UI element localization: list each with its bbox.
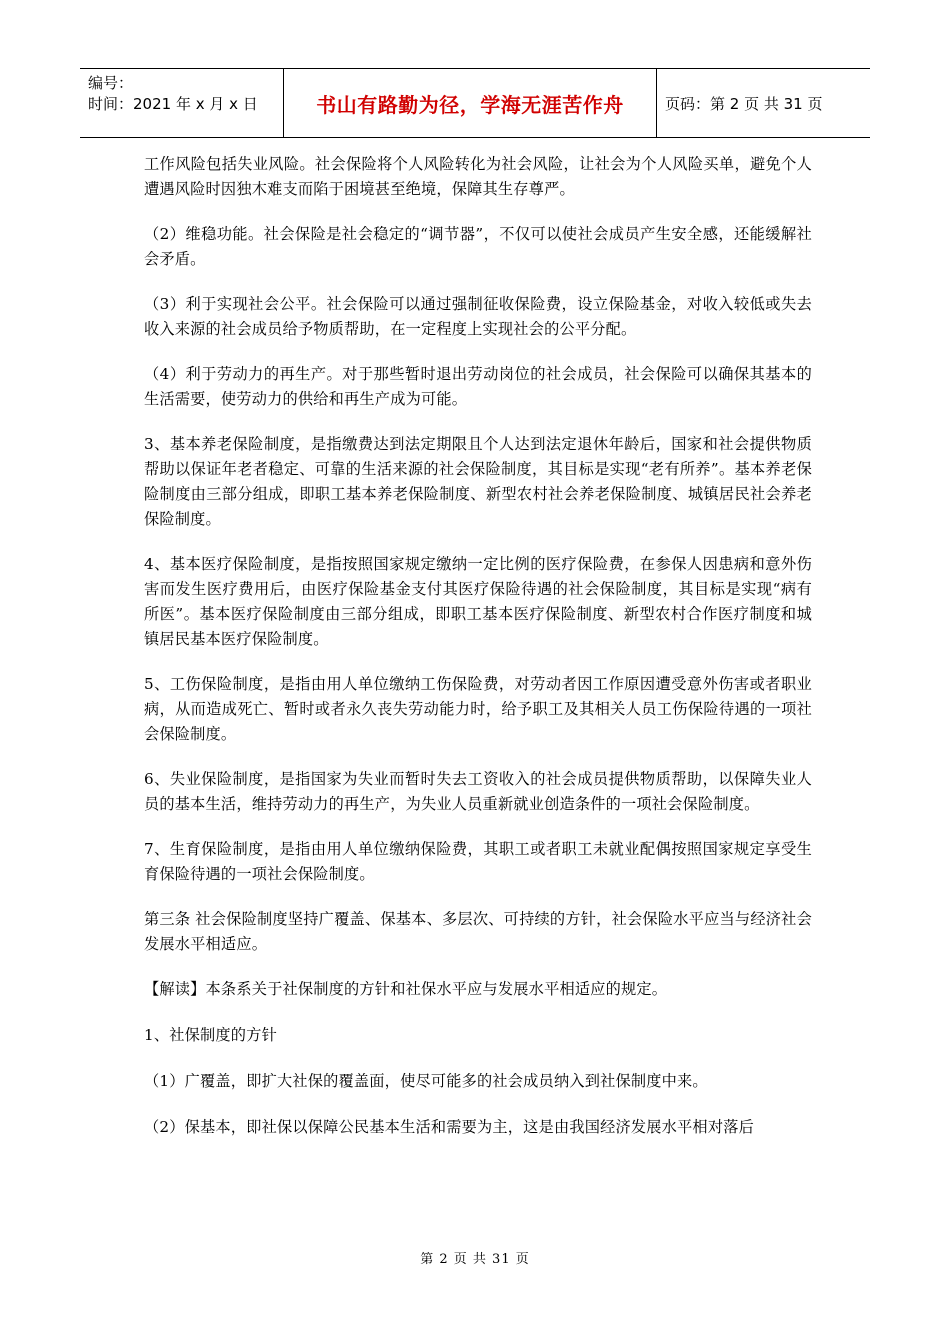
paragraph-9: 7、生育保险制度，是指由用人单位缴纳保险费，其职工或者职工未就业配偶按照国家规定享受生育保险待遇的一项社会保险制度。 [144, 840, 812, 883]
header-motto: 书山有路勤为径，学海无涯苦作舟 [283, 69, 657, 137]
paragraph-4: （4）利于劳动力的再生产。对于那些暂时退出劳动岗位的社会成员，社会保险可以确保其基本的生活需要，使劳动力的供给和再生产成为可能。 [144, 365, 812, 408]
page-footer: 第 2 页 共 31 页 [420, 1252, 530, 1267]
page-header [80, 68, 870, 138]
paragraph-13: （1）广覆盖，即扩大社保的覆盖面，使尽可能多的社会成员纳入到社保制度中来。 [144, 1072, 708, 1090]
paragraph-1: 工作风险包括失业风险。社会保险将个人风险转化为社会风险，让社会为个人风险买单，避免个人遭遇风险时因独木难支而陷于困境甚至绝境，保障其生存尊严。 [144, 155, 812, 198]
document-body [144, 152, 812, 1161]
paragraph-10: 第三条 社会保险制度坚持广覆盖、保基本、多层次、可持续的方针，社会保险水平应当与经济社会发展水平相适应。 [144, 910, 812, 953]
paragraph-12: 1、社保制度的方针 [144, 1026, 277, 1044]
header-left-cell [80, 69, 283, 137]
paragraph-11: 【解读】本条系关于社保制度的方针和社保水平应与发展水平相适应的规定。 [144, 980, 668, 998]
doc-date-label: 时间：2021 年 x 月 x 日 [88, 95, 258, 113]
paragraph-3: （3）利于实现社会公平。社会保险可以通过强制征收保险费，设立保险基金，对收入较低或失去收入来源的社会成员给予物质帮助，在一定程度上实现社会的公平分配。 [144, 295, 812, 338]
paragraph-5: 3、基本养老保险制度，是指缴费达到法定期限且个人达到法定退休年龄后，国家和社会提供物质帮助以保证年老者稳定、可靠的生活来源的社会保险制度，其目标是实现“老有所养”。基本养老保险制度由三部分组成，即职工基本养老保险制度、新型农村社会养老保险制度、城镇居民社会养老保险制度。 [144, 435, 812, 528]
doc-number-label: 编号： [88, 74, 134, 92]
header-page-info: 页码：第 2 页 共 31 页 [665, 94, 823, 113]
paragraph-8: 6、失业保险制度，是指国家为失业而暂时失去工资收入的社会成员提供物质帮助，以保障失业人员的基本生活，维持劳动力的再生产，为失业人员重新就业创造条件的一项社会保险制度。 [144, 770, 812, 813]
paragraph-2: （2）维稳功能。社会保险是社会稳定的“调节器”，不仅可以使社会成员产生安全感，还能缓解社会矛盾。 [144, 225, 812, 268]
paragraph-6: 4、基本医疗保险制度，是指按照国家规定缴纳一定比例的医疗保险费，在参保人因患病和意外伤害而发生医疗费用后，由医疗保险基金支付其医疗保险待遇的社会保险制度，其目标是实现“病有所医”。基本医疗保险制度由三部分组成，即职工基本医疗保险制度、新型农村合作医疗制度和城镇居民基本医疗保险制度。 [144, 555, 812, 648]
paragraph-14: （2）保基本，即社保以保障公民基本生活和需要为主，这是由我国经济发展水平相对落后 [144, 1118, 754, 1136]
paragraph-7: 5、工伤保险制度，是指由用人单位缴纳工伤保险费，对劳动者因工作原因遭受意外伤害或者职业病，从而造成死亡、暂时或者永久丧失劳动能力时，给予职工及其相关人员工伤保险待遇的一项社会保险制度。 [144, 675, 812, 743]
